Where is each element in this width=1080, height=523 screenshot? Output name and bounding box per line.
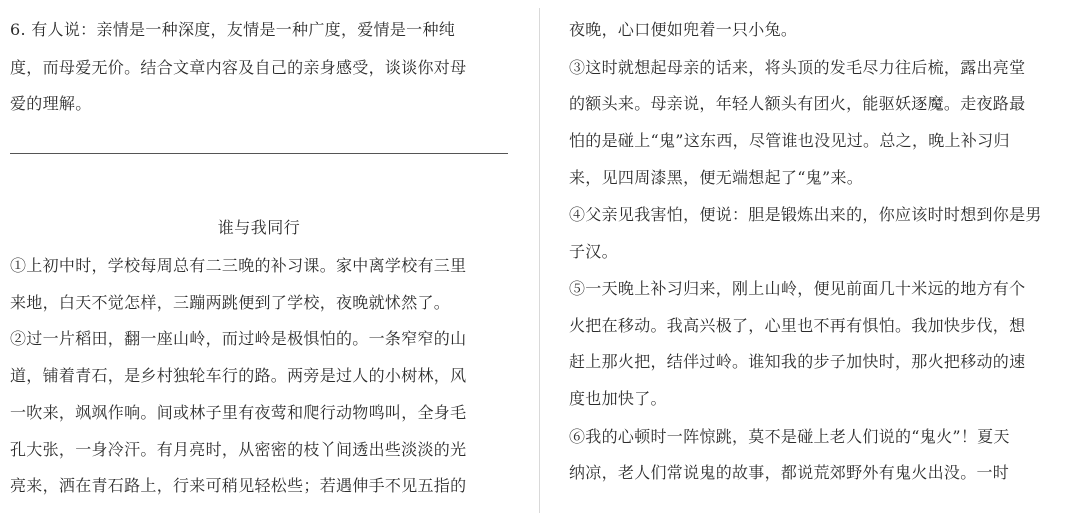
answer-line bbox=[10, 153, 508, 154]
article-title: 谁与我同行 bbox=[217, 218, 301, 237]
paragraph-line: 孔大张，一身冷汗。有月亮时，从密密的枝丫间透出些淡淡的光 bbox=[10, 440, 467, 459]
paragraph-line: 度也加快了。 bbox=[569, 389, 667, 408]
paragraph-line: 子汉。 bbox=[569, 242, 618, 261]
paragraph-line: 一吹来，飒飒作响。间或林子里有夜莺和爬行动物鸣叫，全身毛 bbox=[10, 403, 467, 422]
paragraph-line: 亮来，洒在青石路上，行来可稍见轻松些；若遇伸手不见五指的 bbox=[10, 476, 467, 495]
question-line: 6. 有人说：亲情是一种深度，友情是一种广度，爱情是一种纯 bbox=[10, 20, 456, 39]
paragraph-line: 夜晚，心口便如兜着一只小兔。 bbox=[569, 20, 798, 39]
paragraph-line: 火把在移动。我高兴极了，心里也不再有惧怕。我加快步伐，想 bbox=[569, 316, 1026, 335]
paragraph-line: ②过一片稻田，翻一座山岭，而过岭是极惧怕的。一条窄窄的山 bbox=[10, 329, 467, 348]
question-line: 度，而母爱无价。结合文章内容及自己的亲身感受，谈谈你对母 bbox=[10, 58, 467, 77]
paragraph-line: 来地，白天不觉怎样，三蹦两跳便到了学校，夜晚就怵然了。 bbox=[10, 293, 451, 312]
paragraph-line: 道，铺着青石，是乡村独轮车行的路。两旁是过人的小树林，风 bbox=[10, 366, 467, 385]
paragraph-line: 来，见四周漆黑，便无端想起了“鬼”来。 bbox=[569, 168, 864, 187]
column-divider bbox=[539, 8, 540, 513]
paragraph-line: ①上初中时，学校每周总有二三晚的补习课。家中离学校有三里 bbox=[10, 256, 467, 275]
question-line: 爱的理解。 bbox=[10, 94, 92, 113]
paragraph-line: 赶上那火把，结伴过岭。谁知我的步子加快时，那火把移动的速 bbox=[569, 352, 1026, 371]
paragraph-line: 的额头来。母亲说，年轻人额头有团火，能驱妖逐魔。走夜路最 bbox=[569, 94, 1026, 113]
paragraph-line: ③这时就想起母亲的话来，将头顶的发毛尽力往后梳，露出亮堂 bbox=[569, 58, 1026, 77]
paragraph-line: ⑤一天晚上补习归来，刚上山岭，便见前面几十米远的地方有个 bbox=[569, 279, 1026, 298]
paragraph-line: ⑥我的心顿时一阵惊跳，莫不是碰上老人们说的“鬼火”！夏天 bbox=[569, 427, 1010, 446]
paragraph-line: 纳凉，老人们常说鬼的故事，都说荒郊野外有鬼火出没。一时 bbox=[569, 463, 1010, 482]
paragraph-line: ④父亲见我害怕，便说：胆是锻炼出来的，你应该时时想到你是男 bbox=[569, 205, 1042, 224]
paragraph-line: 怕的是碰上“鬼”这东西，尽管谁也没见过。总之，晚上补习归 bbox=[569, 131, 1010, 150]
